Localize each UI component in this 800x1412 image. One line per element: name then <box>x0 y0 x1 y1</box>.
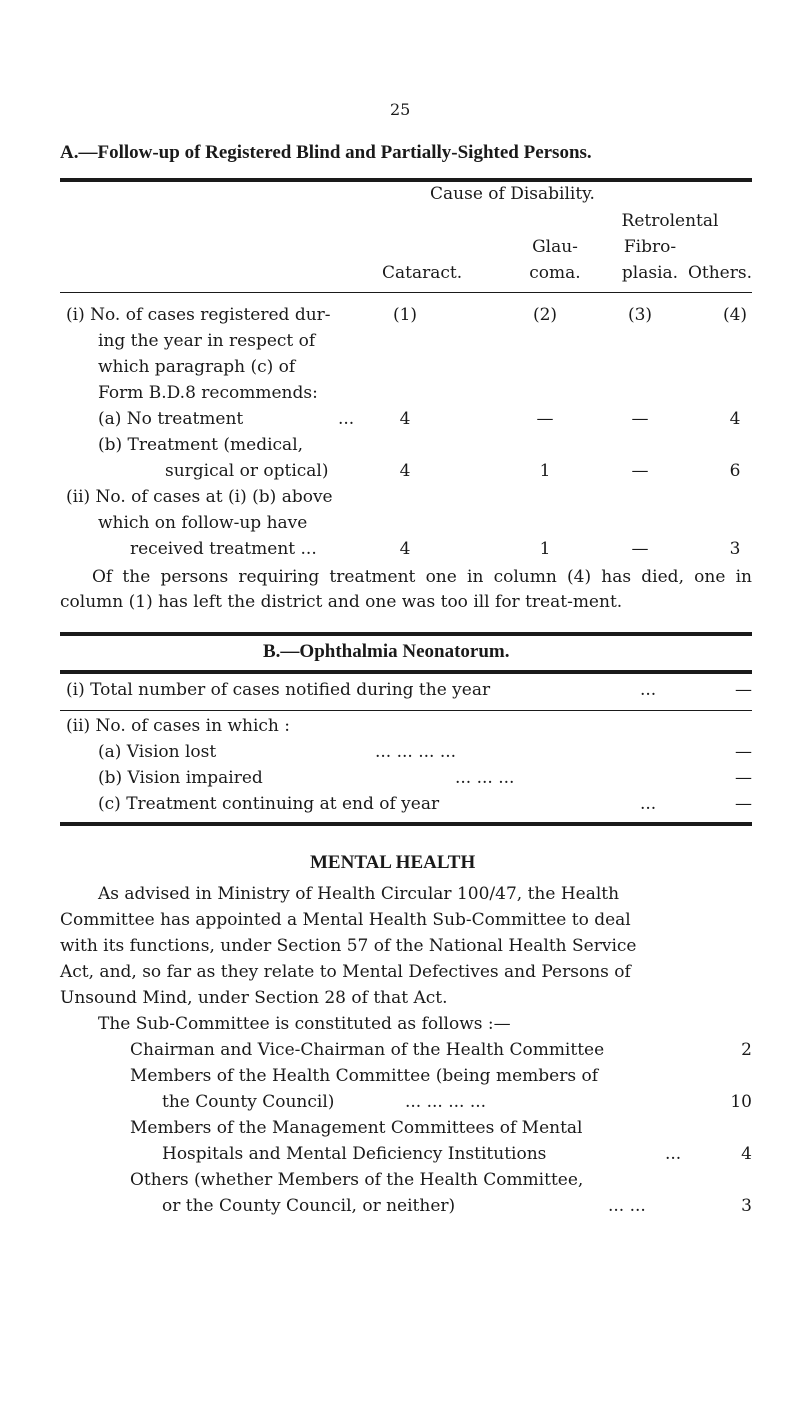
mental-health-title: MENTAL HEALTH <box>310 852 476 873</box>
member-health-committee-count: 10 <box>730 1092 752 1112</box>
section-b-row-i-value: — <box>735 680 752 700</box>
row-b-retro: — <box>631 461 649 481</box>
row-ii-line1: (ii) No. of cases at (i) (b) above <box>66 487 333 507</box>
row-i-line1: (i) No. of cases registered dur- <box>66 305 331 325</box>
section-b-row-ii: (ii) No. of cases in which : <box>66 716 290 736</box>
col-glaucoma-line1: Glau- <box>532 237 578 257</box>
section-b-row-i: (i) Total number of cases notified during the year <box>66 680 491 700</box>
member-management-line2: Hospitals and Mental Deficiency Institutions <box>162 1144 547 1164</box>
col-retro-line3: plasia. <box>621 263 679 283</box>
member-chairman-label: Chairman and Vice-Chairman of the Health Committee <box>130 1040 605 1060</box>
vision-impaired-label: (b) Vision impaired <box>98 768 263 788</box>
section-a-note: Of the persons requiring treatment one in column (4) has died, one in column (1) has left the district and one was too ill for treat-ment. <box>60 567 752 612</box>
row-i-line3: which paragraph (c) of <box>98 357 296 377</box>
row-i-line2: ing the year in respect of <box>98 331 316 351</box>
member-management-dots: ... <box>665 1144 682 1164</box>
mh-para1-line1: As advised in Ministry of Health Circular 100/47, the Health <box>98 884 620 904</box>
member-management-line1: Members of the Management Committees of Mental <box>130 1118 583 1138</box>
divider <box>60 822 752 826</box>
member-health-committee-dots: ... ... ... ... <box>405 1092 487 1112</box>
row-b-cataract: 4 <box>399 461 411 481</box>
mh-para1-line4: Act, and, so far as they relate to Mental Defectives and Persons of <box>60 962 631 982</box>
cause-header: Cause of Disability. <box>430 184 595 204</box>
mh-para1-line2: Committee has appointed a Mental Health Sub-Committee to deal <box>60 910 631 930</box>
row-ii-cataract: 4 <box>399 539 411 559</box>
vision-lost-label: (a) Vision lost <box>98 742 217 762</box>
divider <box>60 632 752 636</box>
section-b-row-i-dots: ... <box>640 680 657 700</box>
vision-impaired-dots: ... ... ... <box>455 768 515 788</box>
divider <box>60 178 752 182</box>
divider <box>60 292 752 293</box>
row-ii-others: 3 <box>729 539 741 559</box>
row-a-dots: ... <box>338 409 355 429</box>
row-b-line1: (b) Treatment (medical, <box>98 435 304 455</box>
member-chairman-count: 2 <box>741 1040 752 1060</box>
page-number: 25 <box>390 100 411 119</box>
treatment-continuing-value: — <box>735 794 752 814</box>
vision-impaired-value: — <box>735 768 752 788</box>
row-a-label: (a) No treatment <box>98 409 244 429</box>
member-health-committee-line1: Members of the Health Committee (being members of <box>130 1066 598 1086</box>
mh-para2: The Sub-Committee is constituted as follows :— <box>98 1014 511 1034</box>
col-number-2: (2) <box>532 305 558 325</box>
row-ii-retro: — <box>631 539 649 559</box>
col-number-3: (3) <box>627 305 653 325</box>
col-retro-line2: Fibro- <box>623 237 677 257</box>
row-b-line2: surgical or optical) <box>165 461 329 481</box>
member-management-count: 4 <box>741 1144 752 1164</box>
divider <box>60 710 752 711</box>
section-a-title: A.—Follow-up of Registered Blind and Partially-Sighted Persons. <box>60 142 592 163</box>
row-ii-line3: received treatment ... <box>130 539 317 559</box>
row-a-retro: — <box>631 409 649 429</box>
col-number-1: (1) <box>392 305 418 325</box>
member-others-line1: Others (whether Members of the Health Committee, <box>130 1170 584 1190</box>
member-others-line2: or the County Council, or neither) <box>162 1196 456 1216</box>
row-b-others: 6 <box>729 461 741 481</box>
divider <box>60 670 752 674</box>
col-cataract: Cataract. <box>382 263 463 283</box>
section-b-title: B.—Ophthalmia Neonatorum. <box>263 641 510 662</box>
row-a-glaucoma: — <box>536 409 554 429</box>
row-a-cataract: 4 <box>399 409 411 429</box>
col-glaucoma-line2: coma. <box>529 263 581 283</box>
row-a-others: 4 <box>729 409 741 429</box>
col-number-4: (4) <box>722 305 748 325</box>
member-others-dots: ... ... <box>608 1196 646 1216</box>
mh-para1-line5: Unsound Mind, under Section 28 of that Act. <box>60 988 448 1008</box>
member-others-count: 3 <box>741 1196 752 1216</box>
row-ii-line2: which on follow-up have <box>98 513 308 533</box>
member-health-committee-line2: the County Council) <box>162 1092 335 1112</box>
row-i-line4: Form B.D.8 recommends: <box>98 383 318 403</box>
mh-para1-line3: with its functions, under Section 57 of the National Health Service <box>60 936 637 956</box>
row-b-glaucoma: 1 <box>539 461 551 481</box>
vision-lost-value: — <box>735 742 752 762</box>
treatment-continuing-label: (c) Treatment continuing at end of year <box>98 794 440 814</box>
row-ii-glaucoma: 1 <box>539 539 551 559</box>
vision-lost-dots: ... ... ... ... <box>375 742 457 762</box>
col-others: Others. <box>687 263 752 283</box>
treatment-continuing-dots: ... <box>640 794 657 814</box>
col-retro-line1: Retrolental <box>621 211 719 231</box>
